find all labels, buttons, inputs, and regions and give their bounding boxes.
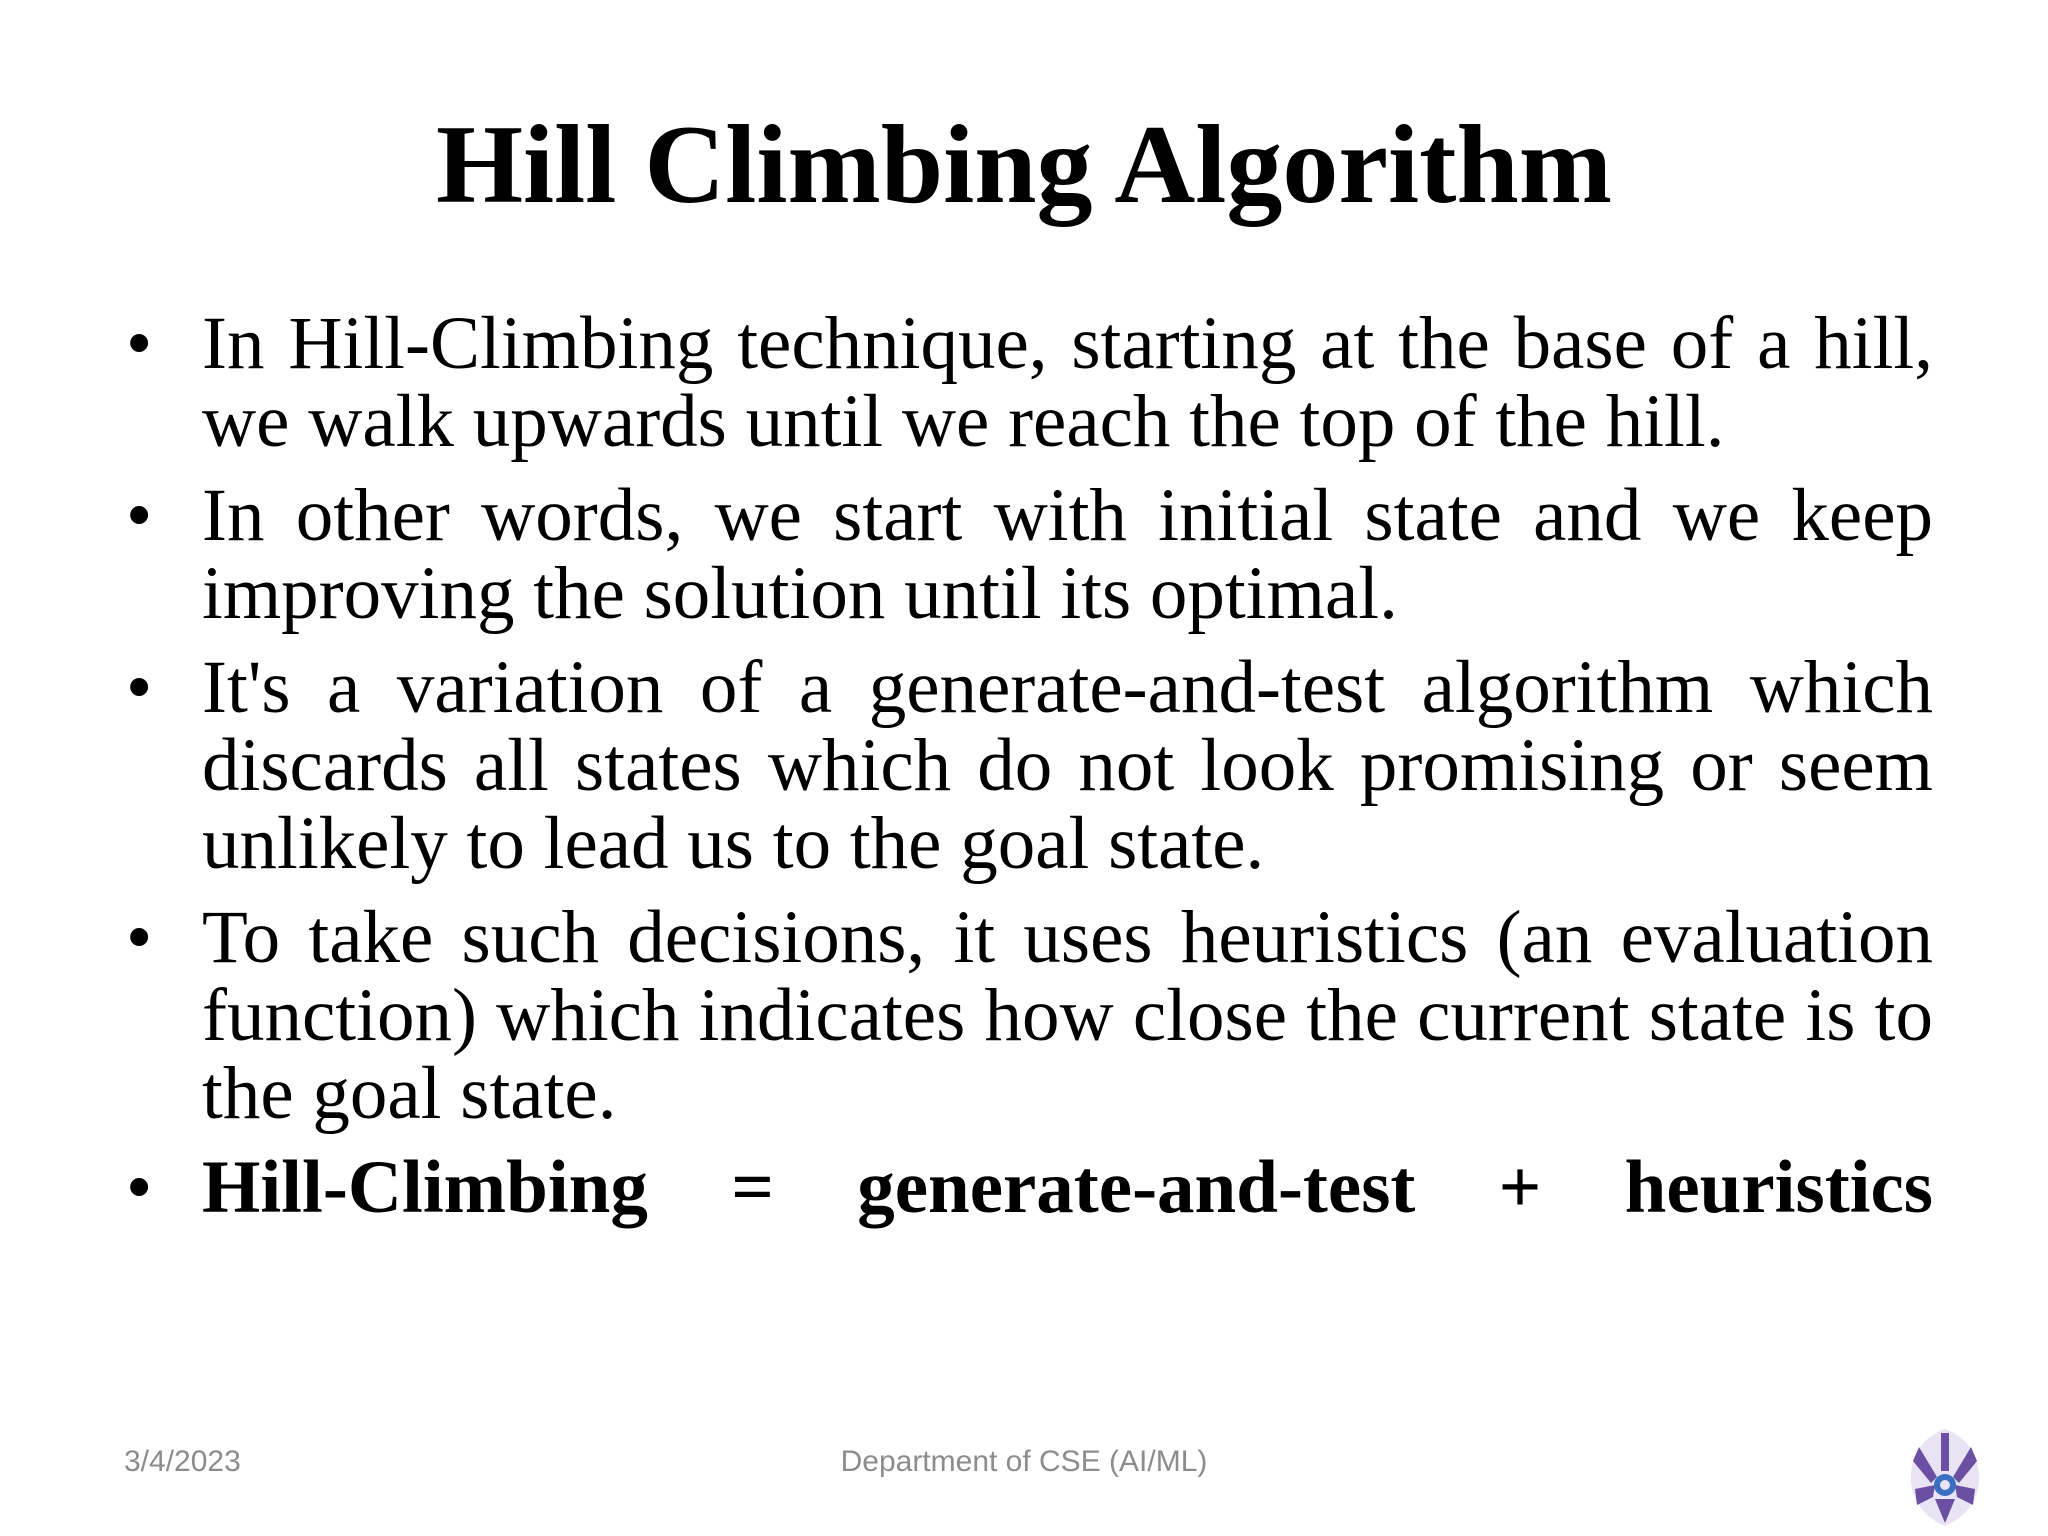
bullet-item-summary	[118, 1146, 1933, 1229]
bullet-text: Hill-Climbing = generate-and-test + heuristics	[202, 1146, 1933, 1229]
bullet-list	[118, 302, 1933, 1243]
logo-shape	[1911, 1429, 1979, 1526]
bullet-item	[118, 302, 1933, 463]
slide-title: Hill Climbing Algorithm	[435, 103, 1613, 227]
bullet-text: To take such decisions, it uses heuristics (an evaluation function) which indicates how close the current state is to the goal state.	[202, 896, 1933, 1135]
bullet-marker: •	[126, 896, 153, 979]
bullet-item	[118, 896, 1933, 1135]
bullet-text: In Hill-Climbing technique, starting at the base of a hill, we walk upwards until we reach the top of the hill.	[202, 302, 1933, 463]
footer-department: Department of CSE (AI/ML)	[840, 1445, 1208, 1478]
bullet-marker: •	[126, 646, 153, 729]
bullet-marker: •	[126, 474, 153, 557]
institution-logo-icon	[1905, 1425, 1985, 1530]
footer-date: 3/4/2023	[124, 1445, 241, 1478]
bullet-item	[118, 646, 1933, 885]
bullet-text: It's a variation of a generate-and-test algorithm which discards all states which do not look promising or seem unlikely to lead us to the goal state.	[202, 646, 1933, 885]
bullet-item	[118, 474, 1933, 635]
bullet-marker: •	[126, 302, 153, 385]
bullet-text: In other words, we start with initial state and we keep improving the solution until its optimal.	[202, 474, 1933, 635]
bullet-marker: •	[126, 1146, 153, 1229]
